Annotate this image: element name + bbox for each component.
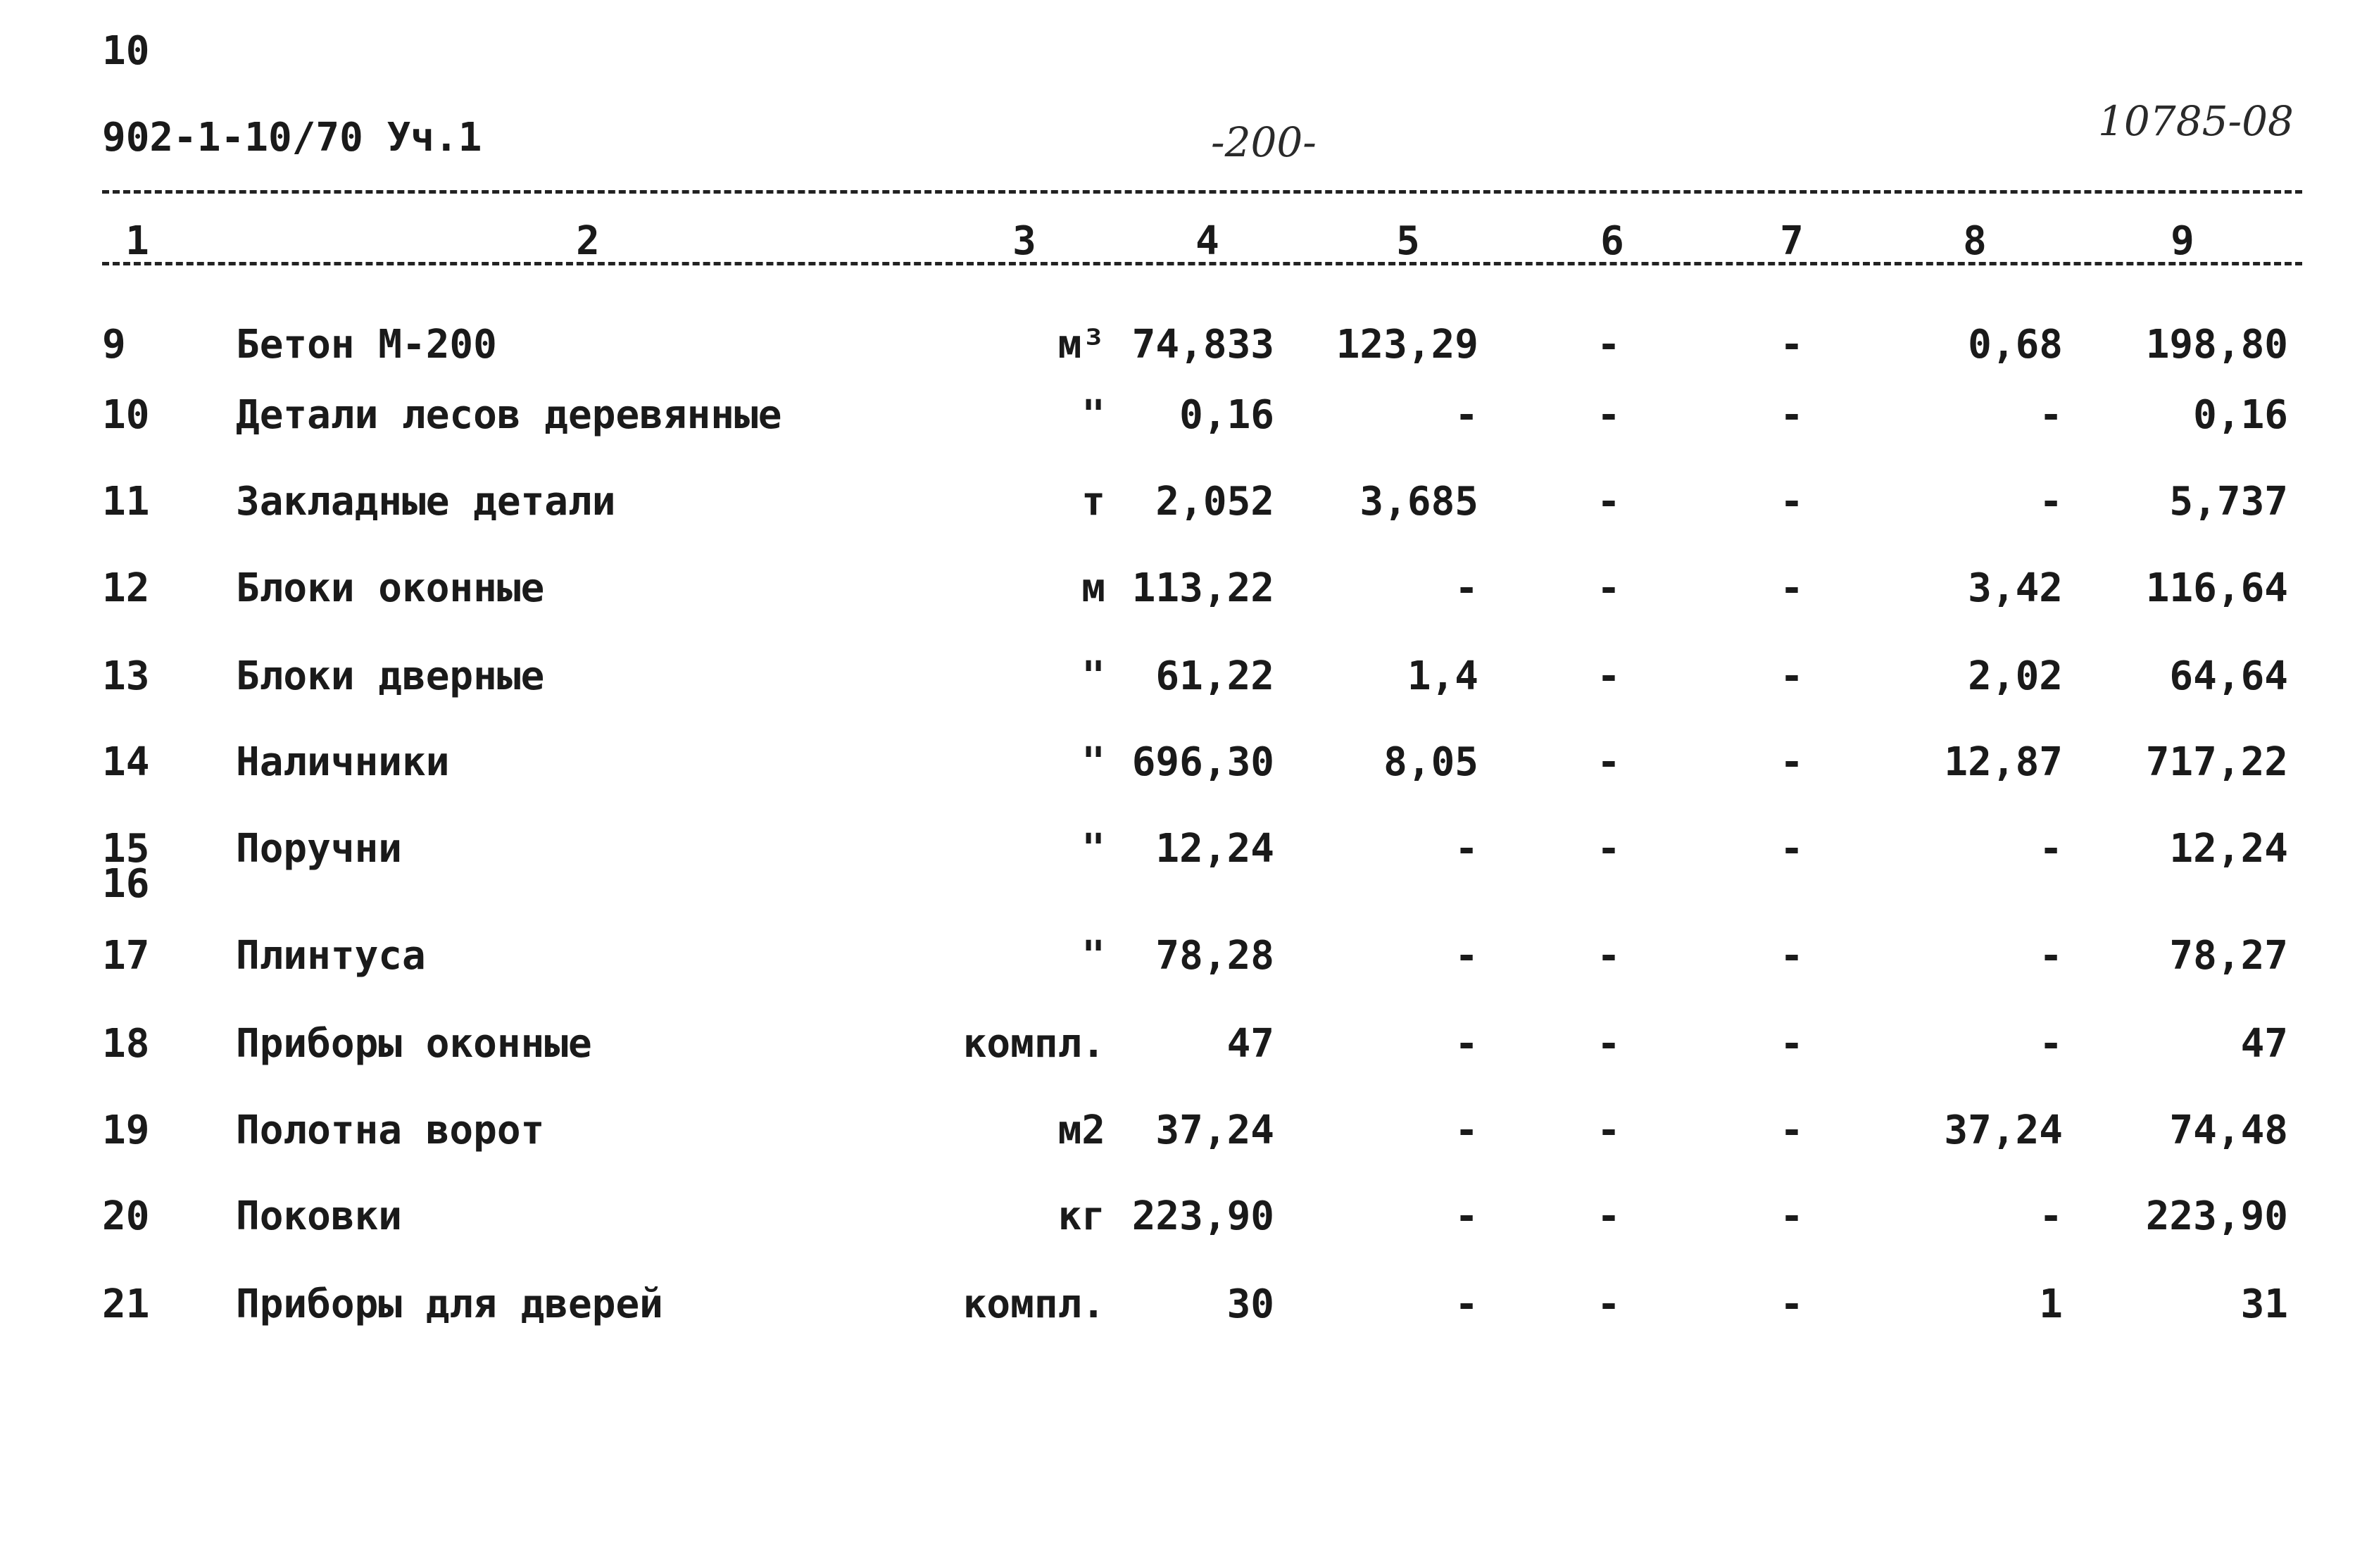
cell-no: 21 — [102, 1281, 150, 1327]
table-top-rule — [102, 190, 2302, 194]
cell-c7: - — [1780, 322, 1804, 368]
cell-unit: " — [1081, 826, 1105, 872]
cell-unit: компл. — [962, 1021, 1105, 1067]
cell-c8: - — [2039, 392, 2063, 438]
cell-name: Приборы для дверей — [236, 1281, 663, 1327]
cell-c5: - — [1455, 1281, 1478, 1327]
cell-c4: 2,052 — [1155, 479, 1274, 525]
cell-no: 11 — [102, 479, 150, 525]
cell-c6: - — [1597, 1281, 1621, 1327]
cell-c8: - — [2039, 1021, 2063, 1067]
cell-c5: 3,685 — [1359, 479, 1478, 525]
cell-c6: - — [1597, 322, 1621, 368]
doc-code: 902-1-10/70 Уч.1 — [102, 115, 482, 161]
cell-c6: - — [1597, 392, 1621, 438]
cell-unit: " — [1081, 653, 1105, 699]
cell-c8: - — [2039, 933, 2063, 979]
sheet-number: 10 — [102, 28, 150, 74]
cell-c4: 47 — [1226, 1021, 1274, 1067]
cell-c5: - — [1455, 1021, 1478, 1067]
cell-c8: 12,87 — [1944, 739, 2063, 785]
cell-c9: 31 — [2240, 1281, 2288, 1327]
cell-unit: " — [1081, 392, 1105, 438]
cell-c4: 113,22 — [1131, 565, 1274, 611]
cell-c9: 12,24 — [2169, 826, 2288, 872]
cell-c6: - — [1597, 1021, 1621, 1067]
cell-unit: компл. — [962, 1281, 1105, 1327]
column-header: 5 — [1396, 218, 1420, 264]
cell-c4: 223,90 — [1131, 1193, 1274, 1239]
cell-c6: - — [1597, 826, 1621, 872]
cell-c9: 74,48 — [2169, 1108, 2288, 1153]
cell-name: Блоки оконные — [236, 565, 545, 611]
cell-c6: - — [1597, 653, 1621, 699]
cell-name: Плинтуса — [236, 933, 426, 979]
cell-c6: - — [1597, 565, 1621, 611]
cell-c8: - — [2039, 1193, 2063, 1239]
cell-c7: - — [1780, 933, 1804, 979]
page-marker: -200- — [1211, 118, 1317, 166]
cell-c4: 696,30 — [1131, 739, 1274, 785]
cell-unit: т — [1081, 479, 1105, 525]
cell-c8: 0,68 — [1968, 322, 2063, 368]
cell-c7: - — [1780, 1021, 1804, 1067]
cell-unit: " — [1081, 739, 1105, 785]
cell-c9: 223,90 — [2145, 1193, 2288, 1239]
cell-c7: - — [1780, 565, 1804, 611]
cell-name: Поручни — [236, 826, 403, 872]
cell-c4: 30 — [1226, 1281, 1274, 1327]
cell-c9: 717,22 — [2145, 739, 2288, 785]
cell-unit: " — [1081, 933, 1105, 979]
cell-c4: 37,24 — [1155, 1108, 1274, 1153]
cell-no: 20 — [102, 1193, 150, 1239]
cell-c8: 37,24 — [1944, 1108, 2063, 1153]
cell-c9: 47 — [2240, 1021, 2288, 1067]
cell-c6: - — [1597, 1193, 1621, 1239]
cell-name: Наличники — [236, 739, 450, 785]
cell-c8: - — [2039, 826, 2063, 872]
cell-no: 9 — [102, 322, 126, 368]
handwritten-number: 10785-08 — [2098, 97, 2294, 145]
cell-name: Блоки дверные — [236, 653, 545, 699]
cell-c5: - — [1455, 933, 1478, 979]
cell-c7: - — [1780, 653, 1804, 699]
cell-c7: - — [1780, 739, 1804, 785]
cell-c9: 116,64 — [2145, 565, 2288, 611]
cell-c7: - — [1780, 1108, 1804, 1153]
cell-c5: 8,05 — [1383, 739, 1478, 785]
cell-no: 15 — [102, 826, 150, 872]
cell-name: Приборы оконные — [236, 1021, 592, 1067]
cell-c4: 61,22 — [1155, 653, 1274, 699]
cell-c4: 74,833 — [1131, 322, 1274, 368]
cell-c5: - — [1455, 1193, 1478, 1239]
cell-c9: 5,737 — [2169, 479, 2288, 525]
cell-c6: - — [1597, 1108, 1621, 1153]
cell-c9: 0,16 — [2193, 392, 2288, 438]
cell-c6: - — [1597, 479, 1621, 525]
cell-c5: - — [1455, 392, 1478, 438]
cell-c7: - — [1780, 1193, 1804, 1239]
cell-unit: кг — [1057, 1193, 1105, 1239]
cell-c7: - — [1780, 1281, 1804, 1327]
cell-c5: - — [1455, 1108, 1478, 1153]
cell-name: Полотна ворот — [236, 1108, 545, 1153]
cell-unit: м — [1081, 565, 1105, 611]
column-header: 3 — [1012, 218, 1036, 264]
cell-c5: 1,4 — [1407, 653, 1478, 699]
column-header: 9 — [2171, 218, 2194, 264]
cell-no: 17 — [102, 933, 150, 979]
cell-c9: 64,64 — [2169, 653, 2288, 699]
cell-c5: - — [1455, 565, 1478, 611]
cell-c5: - — [1455, 826, 1478, 872]
cell-c8: - — [2039, 479, 2063, 525]
cell-unit: м2 — [1057, 1108, 1105, 1153]
cell-c6: - — [1597, 933, 1621, 979]
cell-c8: 1 — [2039, 1281, 2063, 1327]
cell-c4: 0,16 — [1179, 392, 1274, 438]
column-header: 4 — [1195, 218, 1219, 264]
cell-no: 10 — [102, 392, 150, 438]
column-header: 2 — [576, 218, 600, 264]
cell-no: 12 — [102, 565, 150, 611]
cell-no: 14 — [102, 739, 150, 785]
cell-c7: - — [1780, 479, 1804, 525]
cell-name: Закладные детали — [236, 479, 616, 525]
column-header: 7 — [1780, 218, 1804, 264]
cell-c8: 3,42 — [1968, 565, 2063, 611]
cell-no: 18 — [102, 1021, 150, 1067]
cell-unit: м³ — [1057, 322, 1105, 368]
cell-c8: 2,02 — [1968, 653, 2063, 699]
cell-c9: 198,80 — [2145, 322, 2288, 368]
column-header: 8 — [1963, 218, 1987, 264]
column-header: 6 — [1600, 218, 1624, 264]
cell-no: 13 — [102, 653, 150, 699]
column-header: 1 — [125, 218, 149, 264]
cell-c9: 78,27 — [2169, 933, 2288, 979]
cell-c5: 123,29 — [1336, 322, 1478, 368]
cell-no: 19 — [102, 1108, 150, 1153]
cell-c7: - — [1780, 826, 1804, 872]
cell-name: Бетон М-200 — [236, 322, 497, 368]
cell-name: Детали лесов деревянные — [236, 392, 782, 438]
cell-no-secondary: 16 — [102, 861, 150, 907]
cell-c4: 78,28 — [1155, 933, 1274, 979]
cell-name: Поковки — [236, 1193, 403, 1239]
cell-c6: - — [1597, 739, 1621, 785]
cell-c7: - — [1780, 392, 1804, 438]
cell-c4: 12,24 — [1155, 826, 1274, 872]
